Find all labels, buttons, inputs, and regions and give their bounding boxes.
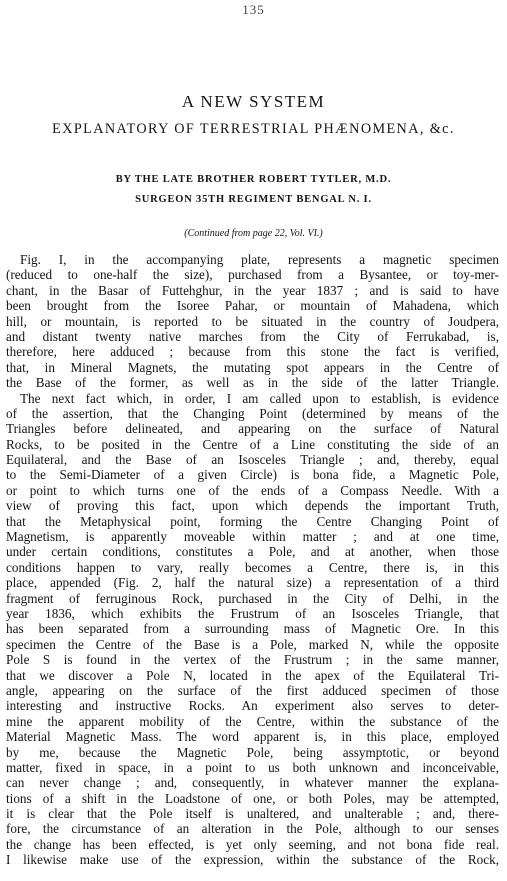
author-byline: BY THE LATE BROTHER ROBERT TYTLER, M.D. — [115, 174, 392, 185]
page-number: 135 — [242, 2, 265, 17]
text-line: Equilateral, and the Base of an Isosceles Triangle ; and, thereby, equal — [6, 452, 499, 468]
text-line: fragment of ferruginous Rock, purchased in the City of Delhi, in the — [6, 590, 499, 606]
text-line: and distant twenty native marches from the City of Ferrukabad, is, — [6, 328, 499, 344]
text-line: or point to which turns one of the ends of a Compass Needle. With a — [6, 482, 499, 498]
text-line: been brought from the Isoree Pahar, or mountain of Mahadena, which — [6, 298, 499, 314]
text-line: therefore, here adduced ; because from this stone the fact is verified, — [6, 344, 499, 360]
text-line: to the Semi-Diameter of a given Circle) is bona fide, a Magnetic Pole, — [6, 467, 499, 483]
text-line: can never change ; and, consequently, in whatever manner the explana- — [6, 775, 499, 791]
text-line: matter, fixed in space, in a point to us both unknown and inconceivable, — [6, 759, 499, 775]
text-line: I likewise make use of the expression, within the substance of the Rock, — [6, 852, 499, 868]
text-line: Magnetism, is apparently moveable within matter ; and at one time, — [6, 529, 499, 545]
text-line: (reduced to one-half the size), purchased from a Bysantee, or toy-mer- — [6, 267, 499, 283]
text-line: under certain conditions, constitutes a Pole, and at another, when those — [6, 544, 499, 560]
text-line: Pole S is found in the vertex of the Frustrum ; in the same manner, — [6, 652, 499, 668]
text-line: hill, or mountain, is reported to be situated in the country of Joudpera, — [6, 313, 499, 329]
text-line: by me, because the Magnetic Pole, being assymptotic, or beyond — [6, 744, 499, 760]
text-line: Fig. I, in the accompanying plate, represents a magnetic specimen — [20, 252, 499, 267]
text-line: chant, in the Basar of Futtehghur, in the year 1837 ; and is said to have — [6, 282, 499, 298]
author-rank: SURGEON 35TH REGIMENT BENGAL N. I. — [135, 194, 372, 205]
text-line: that, in Mineral Magnets, the mutating spot appears in the Centre of — [6, 359, 499, 375]
text-line: fore, the circumstance of an alteration in the Pole, although to our senses — [6, 821, 499, 837]
text-line: conditions happen to vary, really becomes a Centre, there is, in this — [6, 559, 499, 575]
article-title: A NEW SYSTEM — [181, 92, 326, 111]
text-line: it is clear that the Pole itself is unaltered, and unalterable ; and, there- — [6, 806, 499, 822]
text-line: the change has been effected, is yet only seeming, and not bona fide real. — [6, 836, 499, 852]
text-line: The next fact which, in order, I am called upon to establish, is evidence — [20, 390, 499, 406]
text-line: Rocks, to be posited in the Centre of a Line constituting the side of an — [6, 436, 499, 452]
article-body — [6, 252, 499, 868]
text-line: year 1836, which exhibits the Frustrum of an Isosceles Triangle, that — [6, 605, 499, 621]
text-line: that we discover a Pole N, located in the apex of the Equilateral Tri- — [6, 667, 499, 683]
text-line: of the assertion, that the Changing Point (determined by means of the — [6, 405, 499, 421]
text-line: the Base of the former, as well as in the side of the latter Triangle. — [6, 375, 499, 391]
text-line: specimen the Centre of the Base is a Pole, marked N, while the opposite — [6, 636, 499, 652]
text-line: place, appended (Fig. 2, half the natural size) a representation of a third — [6, 575, 499, 591]
text-line: that the Metaphysical point, forming the Centre Changing Point of — [6, 513, 499, 529]
text-line: view of proving this fact, upon which depends the important Truth, — [6, 498, 499, 514]
text-line: Material Magnetic Mass. The word apparent is, in this place, employed — [6, 729, 499, 745]
text-line: tions of a shift in the Loadstone of one, or both Poles, may be attempted, — [6, 790, 499, 806]
text-line: angle, appearing on the surface of the first adduced specimen of those — [6, 682, 499, 698]
text-line: interesting and instructive Rocks. An experiment also serves to deter- — [6, 698, 499, 714]
text-line: has been separated from a surrounding mass of Magnetic Ore. In this — [6, 621, 499, 637]
continued-note: (Continued from page 22, Vol. VI.) — [184, 228, 323, 239]
text-line: Triangles before delineated, and appearing on the surface of Natural — [6, 421, 499, 437]
article-subtitle: EXPLANATORY OF TERRESTRIAL PHÆNOMENA, &c. — [52, 121, 455, 137]
text-line: mine the apparent mobility of the Centre, within the substance of the — [6, 713, 499, 729]
